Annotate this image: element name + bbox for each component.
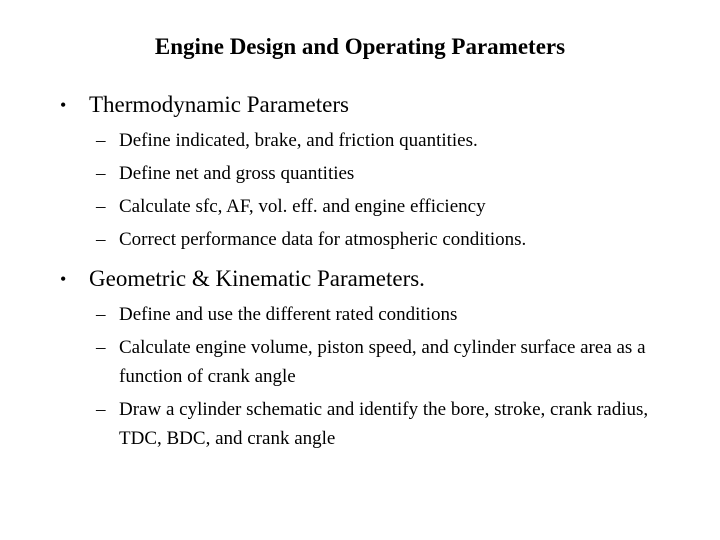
list-item-text: Calculate engine volume, piston speed, and cylinder surface area as a function of crank angle [119,337,646,387]
list-item-text: Calculate sfc, AF, vol. eff. and engine efficiency [119,196,486,217]
dash-icon: – [96,163,106,184]
list-item [0,395,720,453]
list-item [0,192,720,221]
list-item-text: Correct performance data for atmospheric conditions. [119,229,527,250]
list-item-text: Draw a cylinder schematic and identify the bore, stroke, crank radius, TDC, BDC, and crank angle [119,399,649,449]
dash-icon: – [96,196,106,217]
dash-icon: – [96,399,106,420]
list-item [0,225,720,254]
list-item [0,126,720,155]
list-item-text: Define and use the different rated conditions [119,304,458,325]
dash-icon: – [96,130,106,151]
dash-icon: – [96,304,106,325]
section-heading-text: Geometric & Kinematic Parameters. [89,266,425,291]
section-heading-text: Thermodynamic Parameters [89,92,349,117]
dash-icon: – [96,337,106,358]
bullet-icon: • [60,269,67,289]
list-item [0,300,720,329]
list-item-text: Define net and gross quantities [119,163,355,184]
bullet-icon: • [60,95,67,115]
list-item [0,159,720,188]
list-item-text: Define indicated, brake, and friction quantities. [119,130,478,151]
dash-icon: – [96,229,106,250]
slide-content [0,88,720,453]
slide-title: Engine Design and Operating Parameters [154,34,566,59]
section-heading-thermodynamic [0,88,720,122]
list-item [0,333,720,391]
section-heading-geometric [0,262,720,296]
